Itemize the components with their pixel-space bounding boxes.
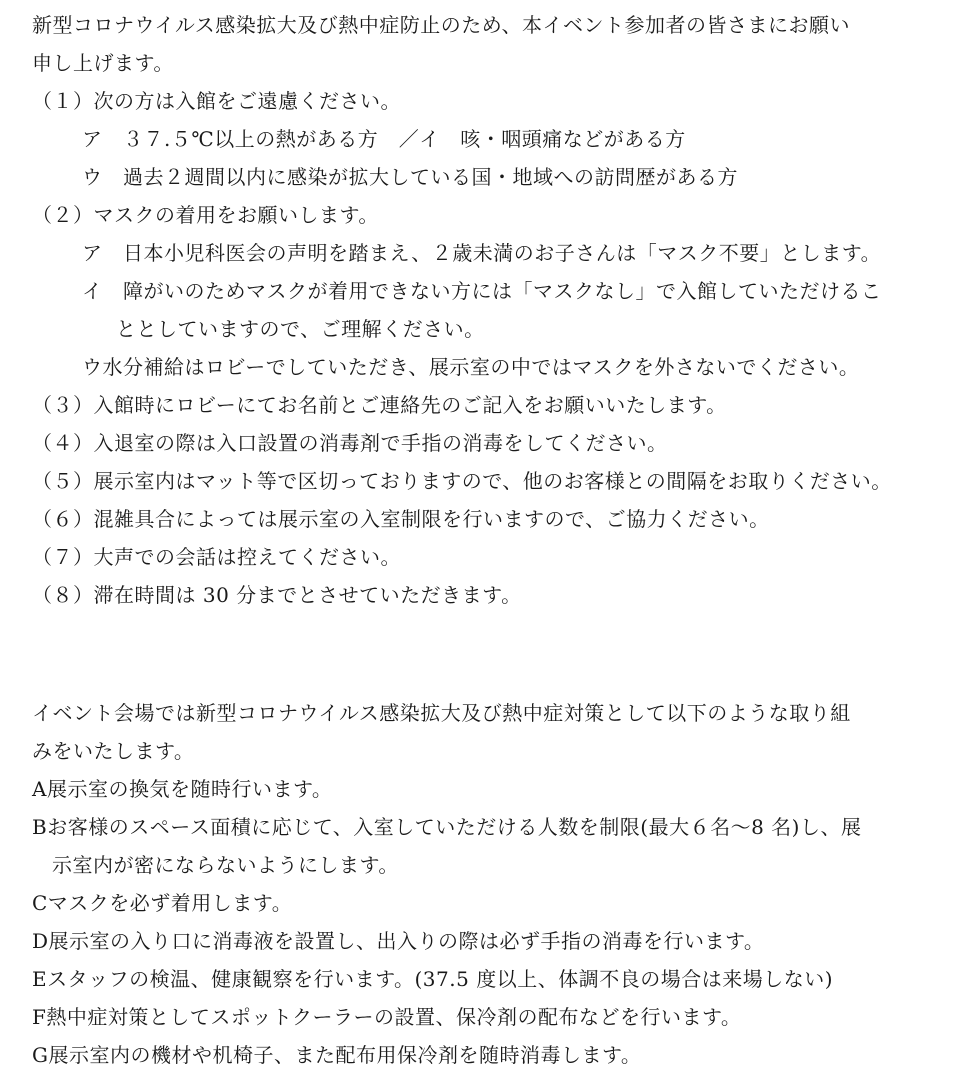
- request-item-2-sub-a: ア 日本小児科医会の声明を踏まえ、２歳未満のお子さんは「マスク不要」とします。: [82, 241, 882, 265]
- section-venue-measures: [32, 694, 952, 1074]
- request-item-6: （６）混雑具合によっては展示室の入室制限を行いますので、ご協力ください。: [32, 507, 770, 531]
- request-item-4: （４）入退室の際は入口設置の消毒剤で手指の消毒をしてください。: [32, 431, 668, 455]
- measure-item-g: G展示室内の機材や机椅子、また配布用保冷剤を随時消毒します。: [32, 1043, 642, 1067]
- measure-item-b-line2: 示室内が密にならないようにします。: [52, 853, 399, 877]
- request-item-2-title: （２）マスクの着用をお願いします。: [32, 203, 379, 227]
- request-item-7: （７）大声での会話は控えてください。: [32, 545, 401, 569]
- measure-item-f: F熱中症対策としてスポットクーラーの設置、保冷剤の配布などを行います。: [32, 1005, 742, 1029]
- request-item-1-sub-u: ウ 過去２週間以内に感染が拡大している国・地域への訪問歴がある方: [82, 165, 738, 189]
- measure-item-d: D展示室の入り口に消毒液を設置し、出入りの際は必ず手指の消毒を行います。: [32, 929, 765, 953]
- section1-intro-line1: 新型コロナウイルス感染拡大及び熱中症防止のため、本イベント参加者の皆さまにお願い: [32, 13, 850, 37]
- measure-item-c: Cマスクを必ず着用します。: [32, 891, 293, 915]
- request-item-2-sub-i-line1: イ 障がいのためマスクが着用できない方には「マスクなし」で入館していただけるこ: [82, 279, 882, 303]
- request-item-1-sub-a: ア ３７.５℃以上の熱がある方 ／イ 咳・咽頭痛などがある方: [82, 127, 686, 151]
- measure-item-b-line1: Bお客様のスペース面積に応じて、入室していただける人数を制限(最大６名〜8 名)し、展: [32, 815, 862, 839]
- measure-item-e: Eスタッフの検温、健康観察を行います。(37.5 度以上、体調不良の場合は来場しない): [32, 967, 833, 991]
- section-visitor-requests: [32, 6, 952, 614]
- notice-document: [32, 6, 952, 1074]
- section2-intro-line1: イベント会場では新型コロナウイルス感染拡大及び熱中症対策として以下のような取り組: [32, 701, 851, 725]
- request-item-2-sub-u: ウ水分補給はロビーでしていただき、展示室の中ではマスクを外さないでください。: [82, 355, 860, 379]
- request-item-2-sub-i-line2: ととしていますので、ご理解ください。: [116, 317, 485, 341]
- section-spacer: [32, 614, 952, 694]
- measure-item-a: A展示室の換気を随時行います。: [32, 777, 333, 801]
- request-item-1-title: （１）次の方は入館をご遠慮ください。: [32, 89, 401, 113]
- section2-intro-line2: みをいたします。: [32, 739, 195, 763]
- section1-intro-line2: 申し上げます。: [32, 51, 174, 75]
- request-item-8: （８）滞在時間は 30 分までとさせていただきます。: [32, 583, 522, 607]
- request-item-3: （３）入館時にロビーにてお名前とご連絡先のご記入をお願いいたします。: [32, 393, 727, 417]
- request-item-5: （５）展示室内はマット等で区切っておりますので、他のお客様との間隔をお取りください。: [32, 469, 892, 493]
